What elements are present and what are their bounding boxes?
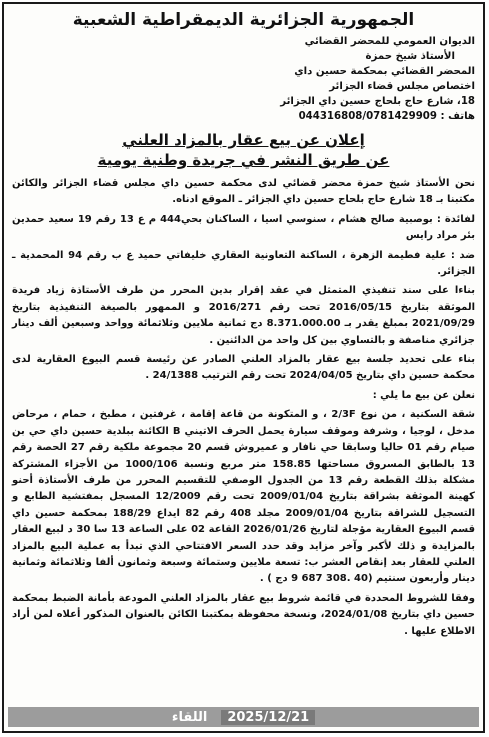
address-line: 18، شارع حاج بلحاج حسين داي الجزائر: [280, 96, 475, 107]
phone-number: 044316808/0781429909: [298, 111, 437, 122]
paragraph-against: ضد : علية فطيمة الزهرة ، الساكنة التعاونية العقاري خليفاتي حميد ع ب رقم 94 المحمدية ـ الجزائر.: [12, 249, 476, 278]
paragraph-property: شقة السكنية ، من نوع 2/3F ، و المتكونة من قاعة إقامة ، غرفتين ، مطبخ ، حمام ، مرحاض مدخل ، لوجيا ، وشرفة وموقف سيارة يحمل الحرف الاتيني B الكائنة ببلدية حسين داي حي بن صيام رقم 01 حاليا وسابقا حي نافار و عميروش قسم 20 مجموعة ملكية رقم 27 الحصة رقم 13 بالطابق المسروق مساحتها 158.85 متر مربع ونسبة 1000/106 من الأجزاء المشتركة مشكلة بذلك القطعة رقم 13 من الجدول الوصفي للتقسيم المحرر من طرف الأستاذة أحنو كهينة الموثقة بشراقة بتاريخ 2009/01/04 تحت رقم 12/2009 المسجل بمفتشية الطابع و التسجيل للشراقة بتاريخ 2009/01/04 مجلد 408 رقم 82 ايداع 188/29 بمحكمة حسين داي قسم البيوع العقارية مؤجلة لتاريخ 2026/01/26 القاعة 02 على الساعة 13 سا 30 د لبيع العقار بالمزايدة و ذلك لأكبر وآخر مزايد وقد حدد السعر الافتتاحي الذي تبدأ به عملية البيع بالمزاد العلني للعقار بعد إنقاص العشر ب: تسعة ملايين وستمائة وسبعة وثمانون ألفا وثلاثمائة وثمانية دينار وأربعون سنتيم (40 .308 687 9 دج ) .: [12, 409, 476, 585]
publication-footer: [8, 707, 479, 727]
notice-title: إعلان عن بيع عقار بالمزاد العلني: [122, 131, 365, 149]
republic-heading: الجمهورية الجزائرية الديمقراطية الشعبية: [72, 10, 415, 30]
phone-label: هاتف :: [440, 111, 475, 122]
paragraph-announce: نعلن عن بيع ما يلي :: [372, 389, 475, 401]
publication-name: اللقاء: [171, 709, 208, 725]
bailiff-name: الأستاذ شيخ حمزة: [365, 51, 455, 62]
paragraph-session: بناء على تحديد جلسة بيع عقار بالمزاد العلني الصادر عن رئيسة قسم البيوع العقارية لدى محكمة حسين داي بتاريخ 2024/04/05 تحت رقم الترتيب 24/1388 .: [12, 354, 475, 382]
paragraph-conditions: وفقا للشروط المحددة في قائمة شروط بيع عقار بالمزاد العلني المودعة بأمانة الضبط بمحكمة حسين داي بتاريخ 2024/01/08، ونسخة محفوظة بمكتبنا الكائن بالعنوان المذكور أعلاه لمن أراد الاطلاع عليها .: [12, 592, 475, 637]
paragraph-title-deed: بناءا على سند تنفيذي المتمثل في عقد إقرار بدين المحرر من طرف الأستاذة زياد فريدة الموثقة بتاريخ 2016/05/15 تحت رقم 2016/271 و الممهور بالصيغة التنفيذية بتاريخ 2021/09/29 بمبلغ يقدر بـ 8.371.000.00 دج ثمانية ملايين وثلاثمائة وواحد وسبعين ألف دينار جزائري مناصفة و بالتساوي بين كل واحد من الدائنين .: [12, 285, 476, 346]
jurisdiction-line: اختصاص مجلس قضاء الجزائر: [329, 81, 475, 92]
notice-body: [12, 176, 475, 640]
paragraph-beneficiary: لفائدة : بوصبية صالح هشام ، سنوسي اسيا ، الساكنان بحي444 م ع 13 رقم 19 سعيد حمدين بئر مراد رايس: [12, 213, 475, 242]
publication-date: 2025/12/21: [221, 710, 315, 725]
office-line: الديوان العمومي للمحضر القضائي: [304, 36, 475, 47]
paragraph-bailiff: نحن الأستاذ شيخ حمزة محضر قضائي لدى محكمة حسين داي مجلس قضاء الجزائر والكائن مكتبنا بـ 18 شارع حاج بلحاج حسين داي الجزائر ـ الموقع ادناه.: [12, 178, 475, 206]
notice-subtitle: عن طريق النشر في جريدة وطنية يومية: [97, 151, 390, 169]
phone-line: [12, 109, 475, 124]
notice-frame: [2, 2, 485, 733]
notice-content: [12, 10, 475, 643]
bailiff-court: المحضر القضائي بمحكمة حسين داي: [294, 66, 475, 77]
